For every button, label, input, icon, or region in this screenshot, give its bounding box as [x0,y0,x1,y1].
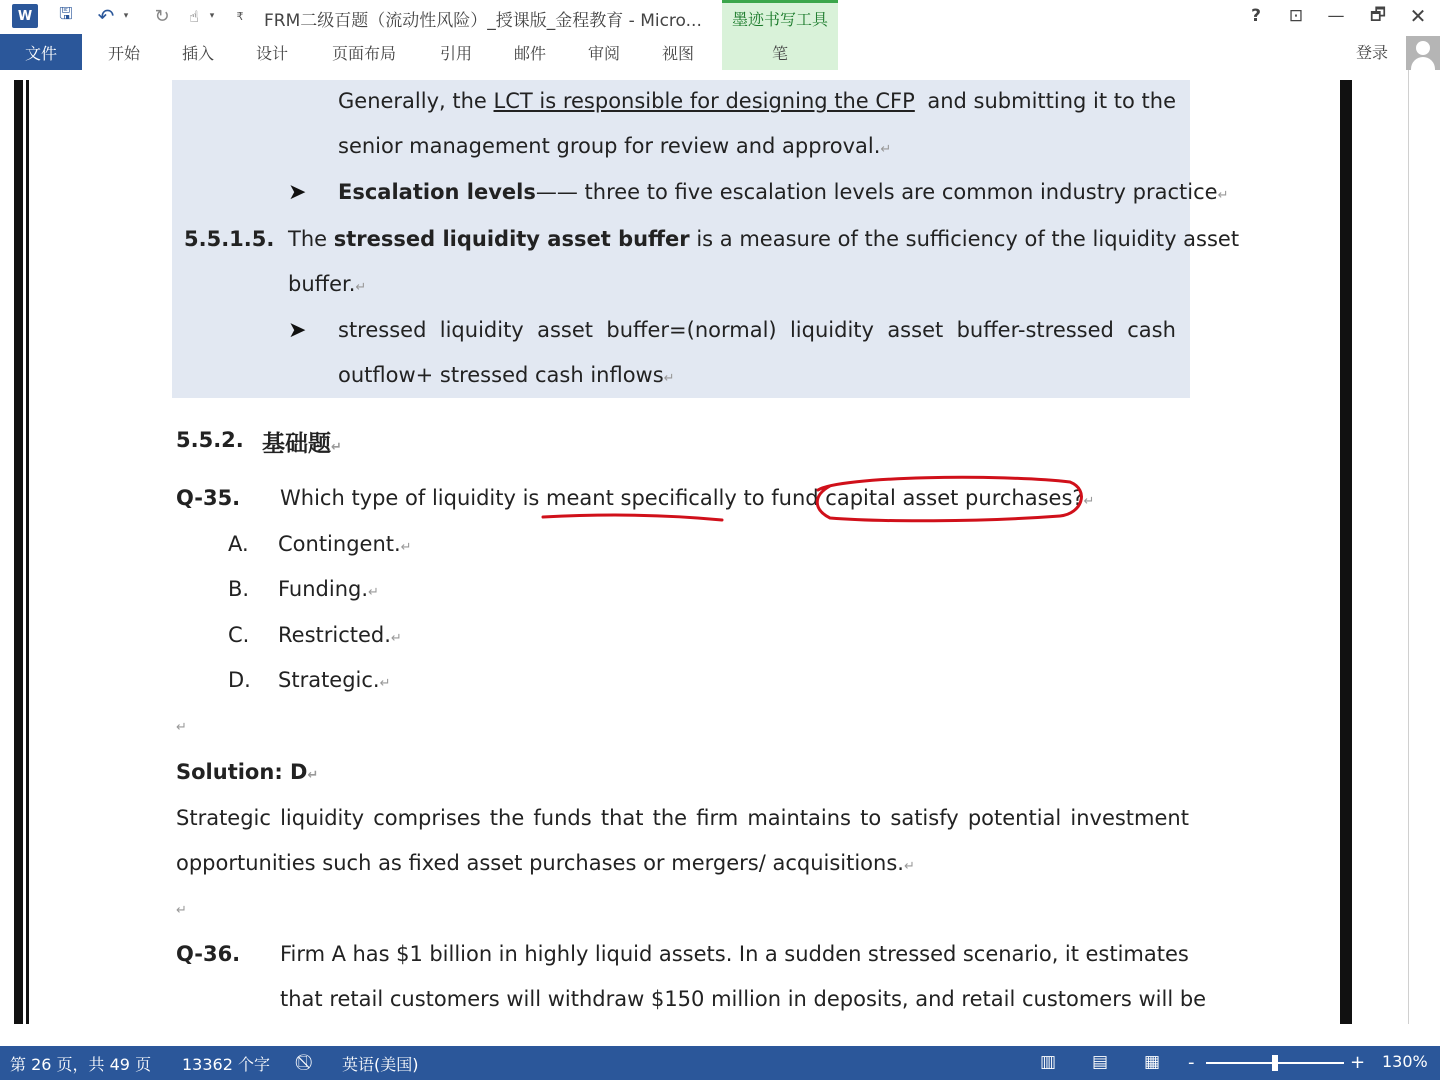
tab-view[interactable]: 视图 [661,43,694,63]
solution-word: satisfy [890,806,959,830]
formula-word: liquidity [439,318,524,342]
solution-word: comprises [373,806,481,830]
empty-paragraph-mark: ↵ [176,903,187,918]
tab-mailings[interactable]: 邮件 [513,43,546,63]
formula-word: stressed [338,318,427,342]
tab-design[interactable]: 设计 [255,43,288,63]
page-right-edge [1340,80,1352,1024]
q36-word: billion [429,942,493,966]
ink-tools-context-label: 墨迹书写工具 [722,0,838,34]
formula-word: buffer-stressed [956,318,1114,342]
q36-word: assets. [658,942,733,966]
document-bottom-margin [0,1024,1440,1046]
bullet-arrow-icon: ➤ [288,318,307,343]
cfp-paragraph-line1: Generally, the LCT is responsible for designing the CFP and submitting it to the [338,89,1176,113]
tab-review[interactable]: 审阅 [587,43,620,63]
q36-word: In [738,942,759,966]
cfp-paragraph-line2: senior management group for review and approval.↵ [338,134,892,158]
title-bar [0,0,1440,34]
ink-underline-stroke [543,515,722,520]
question-q36-line1 [280,942,1189,966]
stressed-buffer-line2: buffer.↵ [288,272,367,296]
section-number-5-5-1-5: 5.5.1.5. [184,227,275,251]
redo-icon[interactable]: ↻ [154,5,170,27]
help-icon[interactable]: ? [1251,6,1261,26]
q36-word: it [1064,942,1079,966]
bullet-arrow-icon: ➤ [288,180,307,205]
read-mode-icon[interactable]: ▥ [1040,1052,1057,1072]
question-number-q36: Q-36. [176,942,241,966]
word-icon[interactable]: W [12,4,38,28]
proofing-icon[interactable]: ⎕⃠ [298,1052,308,1071]
solution-word: investment [1070,806,1189,830]
word-count[interactable]: 13362 个字 [182,1055,270,1074]
save-icon[interactable]: 🖫 [59,3,73,23]
undo-icon[interactable]: ↶ [97,4,115,28]
page-left-edge [14,80,26,1024]
tab-page-layout[interactable]: 页面布局 [331,43,396,63]
avatar[interactable] [1406,36,1440,70]
zoom-in-button[interactable]: + [1350,1052,1366,1073]
question-q36-line2: that retail customers will withdraw $150 million in deposits, and retail customers will be [280,987,1207,1011]
q36-word: Firm [280,942,326,966]
formula-line1 [338,318,1176,342]
minimize-button[interactable]: — [1327,6,1345,26]
undo-dropdown-icon[interactable]: ▾ [123,11,129,21]
question-number-q35: Q-35. [176,486,241,510]
formula-word: cash [1127,318,1176,342]
formula-word: asset [887,318,944,342]
stressed-buffer-line1: The stressed liquidity asset buffer is a measure of the sufficiency of the liquidity asset [288,227,1240,251]
customize-qat-icon[interactable]: ₹ [236,9,244,23]
tab-file[interactable]: 文件 [0,34,82,70]
q36-word: A [331,942,346,966]
solution-word: funds [533,806,592,830]
web-layout-icon[interactable]: ▦ [1144,1052,1161,1072]
tab-pen[interactable]: 笔 [722,34,838,70]
q36-word: in [498,942,518,966]
zoom-slider-thumb[interactable] [1272,1055,1278,1071]
section-number-5-5-2: 5.5.2. [176,428,244,452]
q36-word: liquid [594,942,653,966]
option-text-d: Strategic.↵ [278,668,391,692]
tab-insert[interactable]: 插入 [181,43,214,63]
q36-word: a [764,942,778,966]
document-canvas[interactable] [0,70,1440,1024]
solution-word: potential [967,806,1062,830]
option-text-a: Contingent.↵ [278,532,412,556]
restore-button[interactable]: 🗗 [1370,4,1386,25]
question-q35-text: Which type of liquidity is meant specifically to fund capital asset purchases?↵ [280,486,1095,510]
formula-word: buffer=(normal) [606,318,777,342]
q36-word: highly [524,942,589,966]
ribbon-display-options-icon[interactable]: ⊡ [1288,6,1304,26]
formula-word: liquidity [789,318,874,342]
touch-dropdown-icon[interactable]: ▾ [209,11,215,21]
q36-word: $1 [396,942,423,966]
formula-word: asset [537,318,594,342]
q36-word: scenario, [962,942,1059,966]
underlined-lct-text: LCT is responsible for designing the CFP [493,89,915,113]
section-title: 基础题↵ [262,431,342,457]
zoom-level[interactable]: 130% [1382,1052,1428,1071]
touch-mode-icon[interactable]: ☝ [189,6,199,26]
solution-word: that [600,806,644,830]
close-button[interactable]: ✕ [1409,4,1427,28]
option-letter-d: D. [228,668,251,692]
status-bar [0,1046,1440,1080]
solution-word: maintains [747,806,852,830]
sign-in-link[interactable]: 登录 [1356,43,1389,62]
solution-word: Strategic [176,806,271,830]
solution-word: the [652,806,688,830]
solution-line2: opportunities such as fixed asset purchases or mergers/ acquisitions.↵ [176,851,915,875]
option-text-c: Restricted.↵ [278,623,402,647]
solution-label: Solution: D↵ [176,760,319,784]
solution-word: the [489,806,525,830]
scrollbar-track[interactable] [1408,70,1409,1024]
ribbon-tabs [0,34,1440,70]
q36-word: sudden [784,942,862,966]
q36-word: stressed [867,942,957,966]
option-letter-b: B. [228,577,250,601]
q36-word: has [352,942,390,966]
tab-home[interactable]: 开始 [107,43,140,63]
q36-word: estimates [1085,942,1189,966]
print-layout-icon[interactable]: ▤ [1092,1052,1109,1072]
escalation-levels-line: Escalation levels—— three to five escalation levels are common industry practice↵ [338,180,1229,204]
solution-word: to [860,806,882,830]
tab-references[interactable]: 引用 [439,43,472,63]
page-count[interactable]: 第 26 页，共 49 页 [10,1055,152,1074]
document-title: FRM二级百题（流动性风险）_授课版_金程教育 - Micro... [264,11,702,31]
solution-word: liquidity [280,806,365,830]
option-letter-a: A. [228,532,249,556]
formula-line2: outflow+ stressed cash inflows↵ [338,363,675,387]
option-letter-c: C. [228,623,250,647]
zoom-out-button[interactable]: - [1188,1052,1195,1073]
solution-line1 [176,806,1189,830]
empty-paragraph-mark: ↵ [176,720,187,735]
solution-word: firm [696,806,739,830]
language-indicator[interactable]: 英语(美国) [342,1055,419,1074]
paragraph-mark-icon: ↵ [880,142,892,157]
option-text-b: Funding.↵ [278,577,379,601]
